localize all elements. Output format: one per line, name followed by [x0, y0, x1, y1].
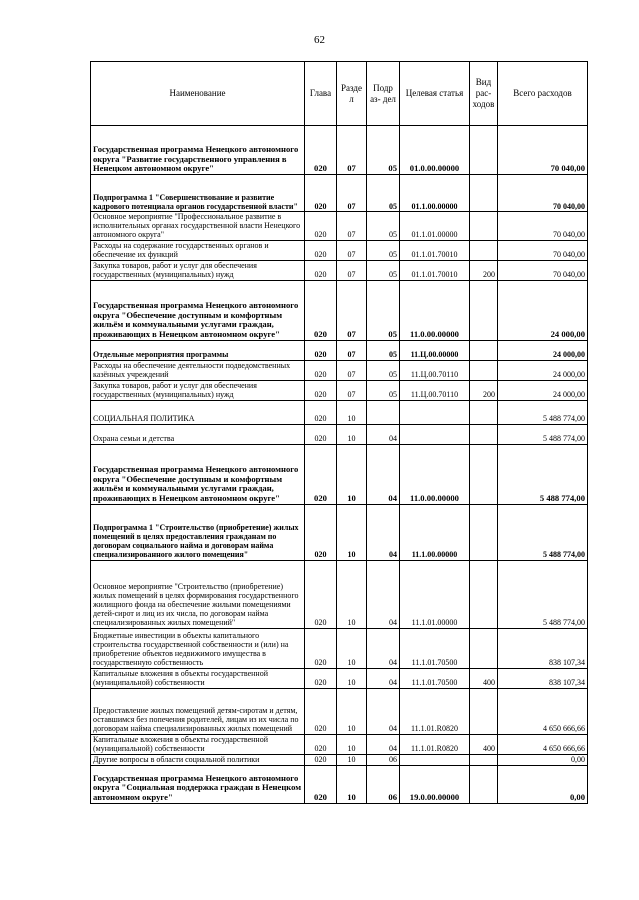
- cell-vid: [470, 340, 498, 360]
- cell-vid: 400: [470, 668, 498, 688]
- header-vid: Вид рас- ходов: [470, 62, 498, 126]
- cell-target: [400, 400, 470, 424]
- cell-vid: [470, 560, 498, 628]
- cell-razdel: 10: [337, 628, 367, 668]
- cell-total: 0,00: [498, 765, 588, 803]
- cell-podrazdel: 04: [367, 424, 400, 444]
- cell-razdel: 10: [337, 734, 367, 754]
- cell-total: 24 000,00: [498, 360, 588, 380]
- cell-podrazdel: 04: [367, 504, 400, 560]
- cell-vid: [470, 175, 498, 212]
- table-row: [91, 424, 588, 444]
- cell-total: 70 040,00: [498, 175, 588, 212]
- cell-name: Основное мероприятие "Профессиональное развитие в исполнительных органах государственной власти Ненецкого автономного округа": [91, 212, 305, 241]
- cell-glava: 020: [305, 560, 337, 628]
- cell-vid: [470, 765, 498, 803]
- cell-name: Расходы на содержание государственных органов и обеспечение их функций: [91, 240, 305, 260]
- cell-total: 70 040,00: [498, 240, 588, 260]
- cell-podrazdel: 04: [367, 668, 400, 688]
- table-row: [91, 734, 588, 754]
- cell-podrazdel: 04: [367, 444, 400, 504]
- cell-podrazdel: 05: [367, 360, 400, 380]
- cell-name: Бюджетные инвестиции в объекты капитального строительства государственной собственности и (или) на приобретение объектов недвижимого имущества в государственную собственность: [91, 628, 305, 668]
- cell-vid: 400: [470, 734, 498, 754]
- cell-razdel: 07: [337, 380, 367, 400]
- cell-glava: 020: [305, 126, 337, 175]
- table-row: [91, 126, 588, 175]
- cell-glava: 020: [305, 668, 337, 688]
- cell-name: Закупка товаров, работ и услуг для обеспечения государственных (муниципальных) нужд: [91, 380, 305, 400]
- cell-razdel: 07: [337, 212, 367, 241]
- cell-name: Отдельные мероприятия программы: [91, 340, 305, 360]
- cell-name: Капитальные вложения в объекты государственной (муниципальной) собственности: [91, 734, 305, 754]
- cell-podrazdel: 04: [367, 688, 400, 734]
- cell-podrazdel: 05: [367, 280, 400, 340]
- cell-podrazdel: 05: [367, 260, 400, 280]
- cell-total: 70 040,00: [498, 126, 588, 175]
- cell-name: Капитальные вложения в объекты государственной (муниципальной) собственности: [91, 668, 305, 688]
- cell-vid: [470, 280, 498, 340]
- cell-razdel: 07: [337, 360, 367, 380]
- cell-target: 11.1.00.00000: [400, 504, 470, 560]
- cell-razdel: 10: [337, 560, 367, 628]
- cell-razdel: 07: [337, 126, 367, 175]
- cell-target: 11.1.01.00000: [400, 560, 470, 628]
- header-podrazdel: Подр аз- дел: [367, 62, 400, 126]
- cell-razdel: 10: [337, 444, 367, 504]
- cell-vid: [470, 444, 498, 504]
- cell-razdel: 07: [337, 280, 367, 340]
- cell-vid: [470, 504, 498, 560]
- cell-glava: 020: [305, 175, 337, 212]
- cell-total: 5 488 774,00: [498, 424, 588, 444]
- header-razdel: Разде л: [337, 62, 367, 126]
- cell-razdel: 07: [337, 260, 367, 280]
- cell-name: СОЦИАЛЬНАЯ ПОЛИТИКА: [91, 400, 305, 424]
- cell-total: 5 488 774,00: [498, 504, 588, 560]
- cell-vid: 200: [470, 260, 498, 280]
- cell-total: 70 040,00: [498, 260, 588, 280]
- table-row: [91, 628, 588, 668]
- cell-podrazdel: 06: [367, 765, 400, 803]
- cell-vid: 200: [470, 380, 498, 400]
- cell-name: Государственная программа Ненецкого автономного округа "Обеспечение доступным и комфортным жильём и коммунальными услугами граждан, проживающих в Ненецком автономном округе": [91, 280, 305, 340]
- cell-total: 4 650 666,66: [498, 688, 588, 734]
- cell-total: 0,00: [498, 754, 588, 765]
- cell-total: 24 000,00: [498, 280, 588, 340]
- table-row: [91, 212, 588, 241]
- table-row: [91, 765, 588, 803]
- cell-vid: [470, 754, 498, 765]
- cell-vid: [470, 240, 498, 260]
- cell-glava: 020: [305, 734, 337, 754]
- cell-podrazdel: 05: [367, 380, 400, 400]
- cell-total: 838 107,34: [498, 668, 588, 688]
- cell-podrazdel: [367, 400, 400, 424]
- table-row: [91, 380, 588, 400]
- header-glava: Глава: [305, 62, 337, 126]
- cell-name: Основное мероприятие "Строительство (приобретение) жилых помещений в целях формирования государственного жилищного фонда на обеспечение жилыми помещениями детей-сирот и лиц из их числа, по договорам найма специализированных жилых помещений": [91, 560, 305, 628]
- cell-vid: [470, 126, 498, 175]
- cell-target: 11.Ц.00.00000: [400, 340, 470, 360]
- cell-glava: 020: [305, 212, 337, 241]
- cell-podrazdel: 05: [367, 212, 400, 241]
- cell-razdel: 10: [337, 754, 367, 765]
- cell-razdel: 07: [337, 175, 367, 212]
- table-row: [91, 260, 588, 280]
- cell-target: 11.Ц.00.70110: [400, 360, 470, 380]
- cell-name: Закупка товаров, работ и услуг для обеспечения государственных (муниципальных) нужд: [91, 260, 305, 280]
- cell-podrazdel: 05: [367, 175, 400, 212]
- cell-target: [400, 754, 470, 765]
- cell-glava: 020: [305, 400, 337, 424]
- cell-target: 01.1.00.00000: [400, 175, 470, 212]
- cell-total: 70 040,00: [498, 212, 588, 241]
- cell-razdel: 10: [337, 504, 367, 560]
- cell-name: Государственная программа Ненецкого автономного округа "Развитие государственного управления в Ненецком автономном округе": [91, 126, 305, 175]
- table-row: [91, 175, 588, 212]
- table-row: [91, 444, 588, 504]
- cell-vid: [470, 212, 498, 241]
- cell-vid: [470, 628, 498, 668]
- cell-razdel: 10: [337, 424, 367, 444]
- cell-podrazdel: 05: [367, 240, 400, 260]
- cell-glava: 020: [305, 240, 337, 260]
- cell-vid: [470, 688, 498, 734]
- cell-glava: 020: [305, 280, 337, 340]
- cell-total: 5 488 774,00: [498, 444, 588, 504]
- table-row: [91, 754, 588, 765]
- cell-target: 01.1.01.00000: [400, 212, 470, 241]
- cell-target: 01.0.00.00000: [400, 126, 470, 175]
- cell-target: 11.0.00.00000: [400, 280, 470, 340]
- table-row: [91, 400, 588, 424]
- cell-name: Государственная программа Ненецкого автономного округа "Обеспечение доступным и комфортным жильём и коммунальными услугами граждан, проживающих в Ненецком автономном округе": [91, 444, 305, 504]
- cell-name: Расходы на обеспечение деятельности подведомственных казённых учреждений: [91, 360, 305, 380]
- table-row: [91, 360, 588, 380]
- cell-glava: 020: [305, 444, 337, 504]
- cell-target: 19.0.00.00000: [400, 765, 470, 803]
- cell-glava: 020: [305, 754, 337, 765]
- cell-razdel: 07: [337, 340, 367, 360]
- cell-target: 11.1.01.70500: [400, 628, 470, 668]
- cell-glava: 020: [305, 360, 337, 380]
- cell-total: 5 488 774,00: [498, 560, 588, 628]
- cell-razdel: 10: [337, 668, 367, 688]
- cell-glava: 020: [305, 424, 337, 444]
- cell-target: 01.1.01.70010: [400, 240, 470, 260]
- table-row: [91, 340, 588, 360]
- cell-glava: 020: [305, 260, 337, 280]
- cell-name: Предоставление жилых помещений детям-сиротам и детям, оставшимся без попечения родителей, лицам из их числа по договорам найма специализированных жилых помещений: [91, 688, 305, 734]
- cell-name: Охрана семьи и детства: [91, 424, 305, 444]
- cell-razdel: 07: [337, 240, 367, 260]
- cell-target: 11.0.00.00000: [400, 444, 470, 504]
- cell-glava: 020: [305, 380, 337, 400]
- cell-target: 01.1.01.70010: [400, 260, 470, 280]
- cell-glava: 020: [305, 688, 337, 734]
- cell-name: Государственная программа Ненецкого автономного округа "Социальная поддержка граждан в Ненецком автономном округе": [91, 765, 305, 803]
- table-row: [91, 504, 588, 560]
- cell-target: [400, 424, 470, 444]
- cell-vid: [470, 424, 498, 444]
- cell-total: 4 650 666,66: [498, 734, 588, 754]
- cell-razdel: 10: [337, 688, 367, 734]
- cell-podrazdel: 04: [367, 628, 400, 668]
- cell-podrazdel: 05: [367, 126, 400, 175]
- header-total: Всего расходов: [498, 62, 588, 126]
- budget-table: [90, 61, 588, 804]
- cell-target: 11.Ц.00.70110: [400, 380, 470, 400]
- cell-vid: [470, 360, 498, 380]
- cell-target: 11.1.01.70500: [400, 668, 470, 688]
- table-row: [91, 280, 588, 340]
- cell-target: 11.1.01.R0820: [400, 688, 470, 734]
- table-header-row: [91, 62, 588, 126]
- cell-podrazdel: 04: [367, 734, 400, 754]
- cell-total: 24 000,00: [498, 340, 588, 360]
- cell-glava: 020: [305, 340, 337, 360]
- table-row: [91, 668, 588, 688]
- table-row: [91, 688, 588, 734]
- cell-podrazdel: 04: [367, 560, 400, 628]
- cell-vid: [470, 400, 498, 424]
- cell-podrazdel: 06: [367, 754, 400, 765]
- cell-razdel: 10: [337, 765, 367, 803]
- cell-name: Другие вопросы в области социальной политики: [91, 754, 305, 765]
- cell-glava: 020: [305, 504, 337, 560]
- header-target: Целевая статья: [400, 62, 470, 126]
- header-name: Наименование: [91, 62, 305, 126]
- page-number: 62: [314, 34, 325, 46]
- cell-name: Подпрограмма 1 "Совершенствование и развитие кадрового потенциала органов государственной власти": [91, 175, 305, 212]
- cell-total: 24 000,00: [498, 380, 588, 400]
- cell-razdel: 10: [337, 400, 367, 424]
- cell-podrazdel: 05: [367, 340, 400, 360]
- cell-total: 838 107,34: [498, 628, 588, 668]
- cell-glava: 020: [305, 765, 337, 803]
- table-row: [91, 560, 588, 628]
- table-row: [91, 240, 588, 260]
- cell-name: Подпрограмма 1 "Строительство (приобретение) жилых помещений в целях предоставления гражданам по договорам социального найма и договорам найма специализированного жилого помещения": [91, 504, 305, 560]
- cell-glava: 020: [305, 628, 337, 668]
- cell-target: 11.1.01.R0820: [400, 734, 470, 754]
- cell-total: 5 488 774,00: [498, 400, 588, 424]
